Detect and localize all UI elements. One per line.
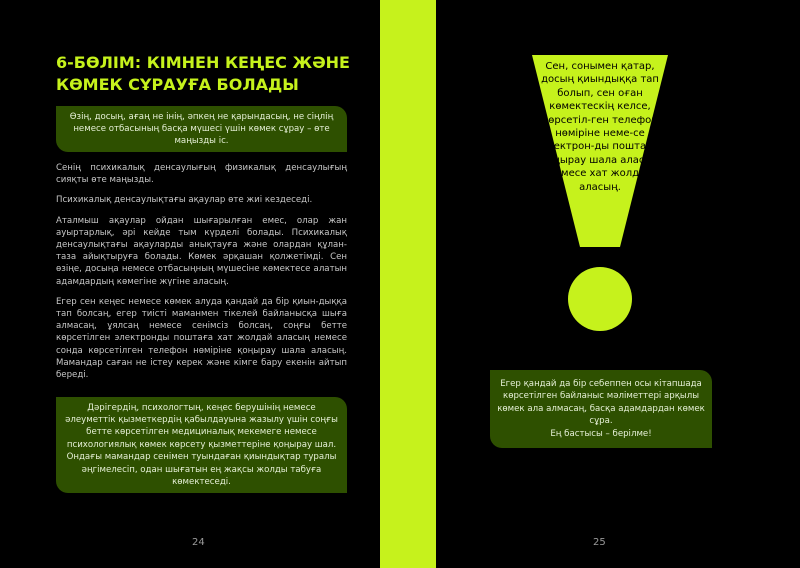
chapter-title: 6-БӨЛІМ: КІМНЕН КЕҢЕС ЖӘНЕ КӨМЕК СҰРАУҒА БОЛАДЫ bbox=[56, 53, 350, 94]
doctor-callout-text: Дәрігердің, психологтың, кеңес берушінің немесе әлеуметтік қызметкердің қабылдауына жазылу үшін соңғы бетте көрсетілген медициналық мекемеге немесе психологиялық көмек көрсету қызметтеріне қоңырау шал. Ондағы мамандар сенімен туындаған қиындықтар туралы әңгімелесіп, одан шығатын ең жақсы жолды табуға көмектеседі. bbox=[65, 402, 338, 488]
contact-callout bbox=[490, 370, 712, 448]
paragraph: Егер сен кеңес немесе көмек алуда қандай да бір қиын-дыққа тап болсаң, егер тиісті маманмен тікелей байланысқа шыға алмасаң, ұялсаң немесе сенімсіз болсаң, соңғы бетте көрсетілген электронды поштаға хат жолдай аласың немесе сонда көрсетілген телефон нөміріне қоңырау шала аласың. Мамандар саған не істеу керек және кімге бару екенін айтып береді. bbox=[56, 296, 347, 381]
intro-callout-text: Өзің, досың, ағаң не інің, әпкең не қарындасың, не сіңлің немесе отбасының басқа мүшесі үшін көмек сұрау – өте маңызды іс. bbox=[69, 112, 334, 146]
page-number: 25 bbox=[593, 537, 606, 548]
page-number: 24 bbox=[192, 537, 205, 548]
paragraph: Психикалық денсаулықтағы ақаулар өте жиі кездеседі. bbox=[56, 195, 313, 206]
body-text bbox=[56, 162, 347, 389]
exclamation-text: Сен, сонымен қатар, досың қиындыққа тап болып, сен оған көмектескің келсе, көрсетіл-ген телефон нөміріне неме-се электрон-ды поштаға қоңырау шала аласың немесе хат жолдай аласың. bbox=[541, 61, 659, 193]
left-page bbox=[0, 0, 380, 568]
paragraph: Аталмыш ақаулар ойдан шығарылған емес, олар жан ауыртарлық, әрі кейде тым күрделі болады. Психикалық денсаулықтағы ақауларды анықтауға және олардан құлан-таза айықтыруға болады. Көмек әрқашан қолжетімді. Сен өзіңе, досыңа немесе отбасыңның мүшесіне көмектесе алатын адамдардың көмегіне жүгіне аласың. bbox=[56, 215, 347, 287]
contact-callout-text: Егер қандай да бір себеппен осы кітапшада көрсетілген байланыс мәліметтері арқылы көмек ала алмасаң, басқа адамдардан көмек сұра. bbox=[497, 378, 705, 427]
contact-callout-emphasis: Ең бастысы – берілме! bbox=[550, 428, 652, 439]
doctor-callout bbox=[56, 397, 347, 493]
exclamation-dot bbox=[568, 267, 632, 331]
book-spine bbox=[380, 0, 436, 568]
intro-callout bbox=[56, 106, 347, 152]
paragraph: Сенің психикалық денсаулығың физикалық денсаулығың сияқты өте маңызды. bbox=[56, 163, 347, 186]
